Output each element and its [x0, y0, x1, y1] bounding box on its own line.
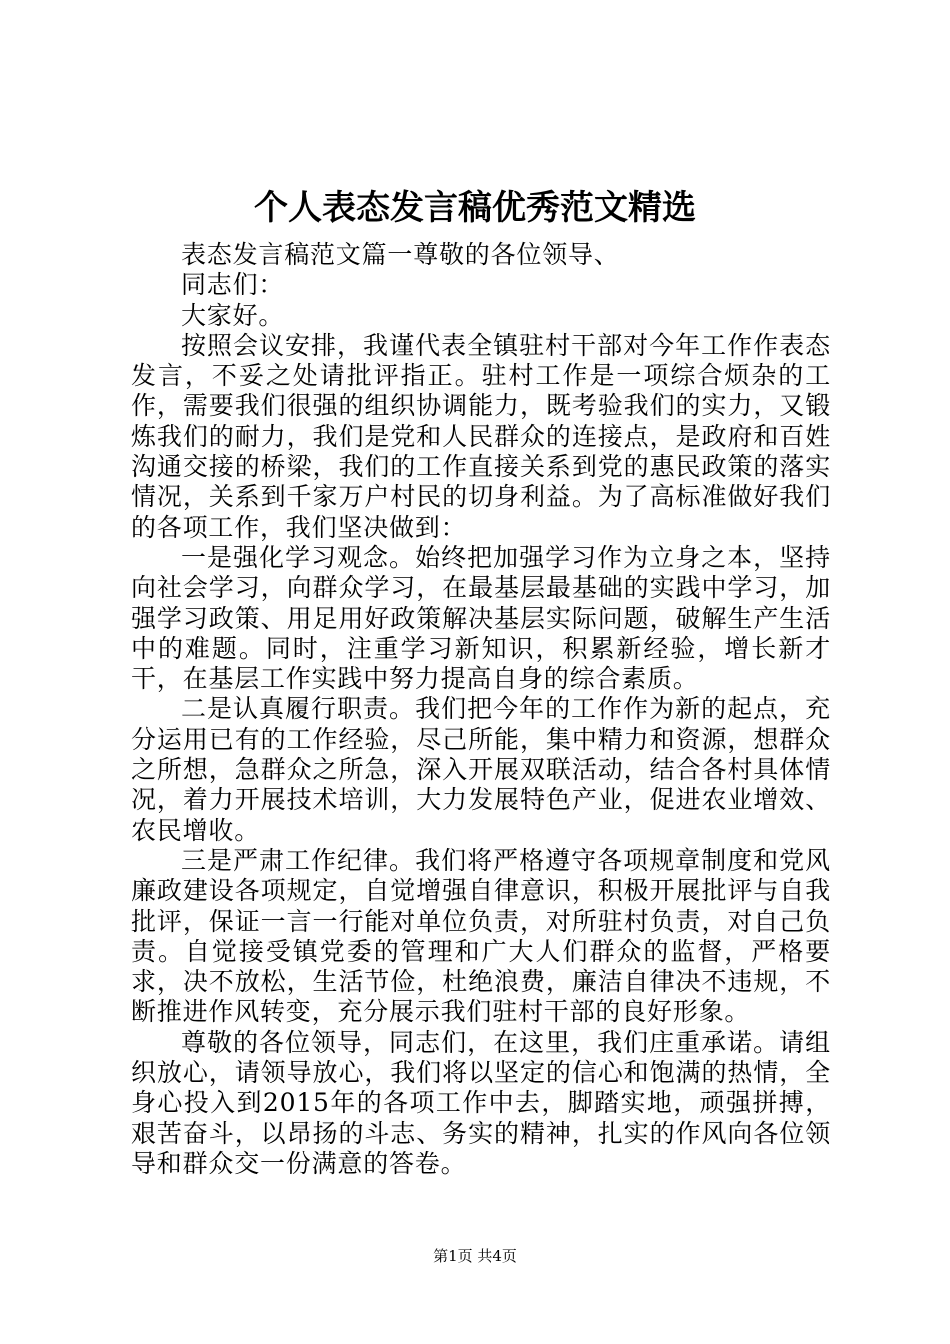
- paragraph-greeting: 大家好。: [181, 300, 285, 330]
- document-title: 个人表态发言稿优秀范文精选: [254, 188, 696, 228]
- paragraph-point-three: 三是严肃工作纪律。我们将严格遵守各项规章制度和党风廉政建设各项规定，自觉增强自律意识，积极开展批评与自我批评，保证一言一行能对单位负责，对所驻村负责，对自己负责。自觉接受镇党委的管理和广大人们群众的监督，严格要求，决不放松，生活节俭，杜绝浪费，廉洁自律决不违规，不断推进作风转变，充分展示我们驻村干部的良好形象。: [131, 845, 831, 1027]
- page-footer: 第1页 共4页: [433, 1247, 517, 1265]
- paragraph-point-two: 二是认真履行职责。我们把今年的工作作为新的起点，充分运用已有的工作经验，尽己所能，集中精力和资源，想群众之所想，急群众之所急，深入开展双联活动，结合各村具体情况，着力开展技术培训，大力发展特色产业，促进农业增效、农民增收。: [131, 694, 831, 845]
- paragraph-salutation: 表态发言稿范文篇一尊敬的各位领导、: [181, 240, 620, 269]
- document-body: [131, 240, 831, 1179]
- paragraph-point-one: 一是强化学习观念。始终把加强学习作为立身之本，坚持向社会学习，向群众学习，在最基层最基础的实践中学习，加强学习政策、用足用好政策解决基层实际问题，破解生产生活中的难题。同时，注重学习新知识，积累新经验，增长新才干，在基层工作实践中努力提高自身的综合素质。: [131, 542, 831, 694]
- paragraph-intro: 按照会议安排，我谨代表全镇驻村干部对今年工作作表态发言，不妥之处请批评指正。驻村工作是一项综合烦杂的工作，需要我们很强的组织协调能力，既考验我们的实力，又锻炼我们的耐力，我们是党和人民群众的连接点，是政府和百姓沟通交接的桥梁，我们的工作直接关系到党的惠民政策的落实情况，关系到千家万户村民的切身利益。为了高标准做好我们的各项工作，我们坚决做到：: [131, 330, 831, 542]
- paragraph-closing: 尊敬的各位领导，同志们，在这里，我们庄重承诺。请组织放心，请领导放心，我们将以坚定的信心和饱满的热情，全身心投入到2015年的各项工作中去，脚踏实地，顽强拼搏，艰苦奋斗，以昂扬的斗志、务实的精神，扎实的作风向各位领导和群众交一份满意的答卷。: [131, 1027, 831, 1178]
- paragraph-comrades: 同志们：: [181, 270, 285, 300]
